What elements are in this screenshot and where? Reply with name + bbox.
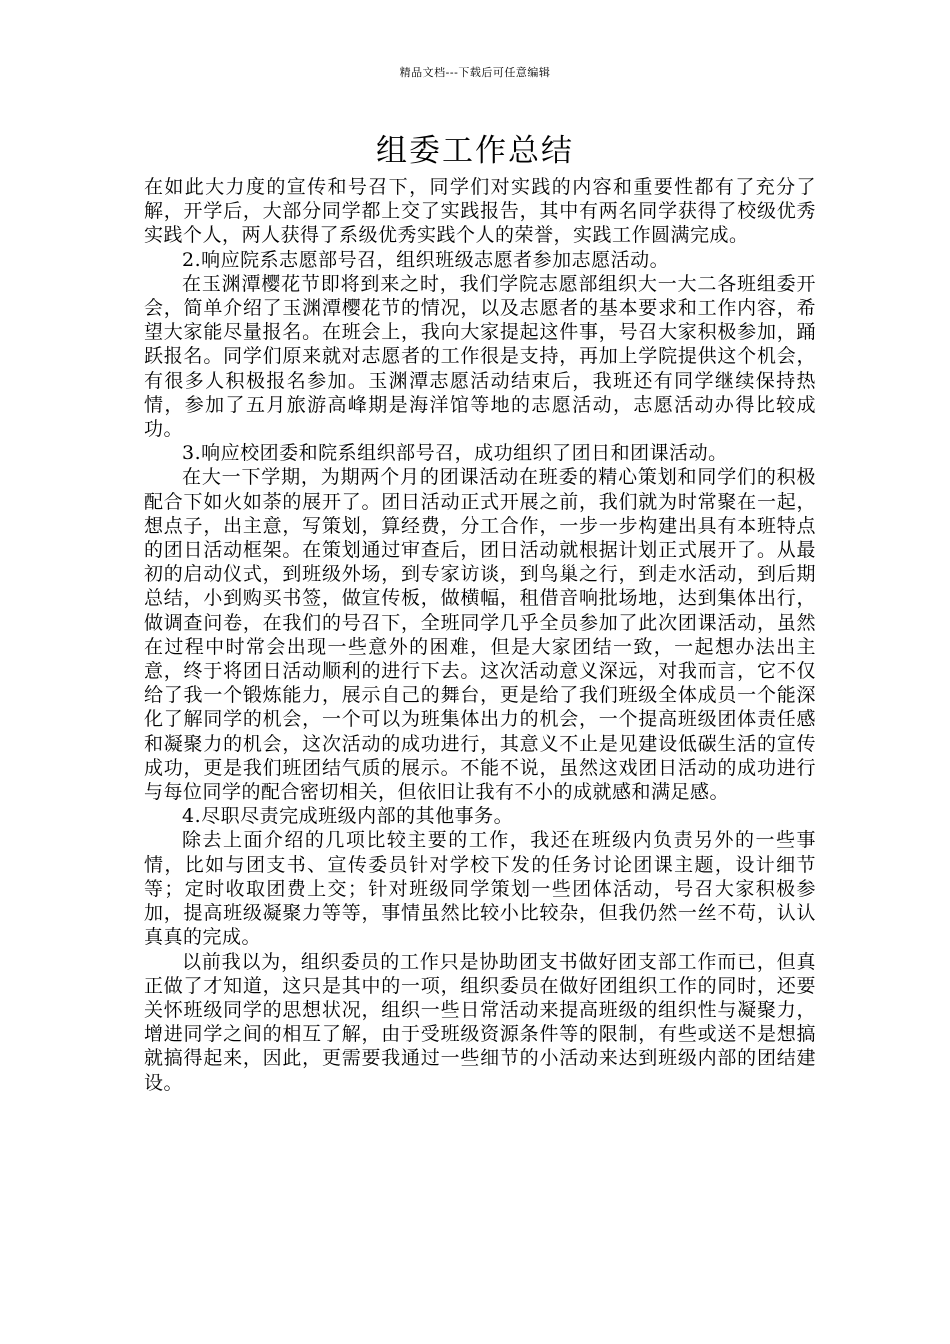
paragraph: 除去上面介绍的几项比较主要的工作，我还在班级内负责另外的一些事情，比如与团支书、宣传委员针对学校下发的任务讨论团课主题，设计细节等；定时收取团费上交；针对班级同学策划一些团体活动，号召大家积极参加，提高班级凝聚力等等，事情虽然比较小比较杂，但我仍然一丝不苟，认认真真的完成。	[144, 829, 816, 949]
section-heading: 2.响应院系志愿部号召，组织班级志愿者参加志愿活动。	[182, 248, 670, 271]
paragraph: 在如此大力度的宣传和号召下，同学们对实践的内容和重要性都有了充分了解，开学后，大部分同学都上交了实践报告，其中有两名同学获得了校级优秀实践个人，两人获得了系级优秀实践个人的荣誉，实践工作圆满完成。	[144, 176, 816, 247]
section-heading: 3.响应校团委和院系组织部号召，成功组织了团日和团课活动。	[182, 442, 728, 465]
paragraph: 在大一下学期，为期两个月的团课活动在班委的精心策划和同学们的积极配合下如火如荼的展开了。团日活动正式开展之前，我们就为时常聚在一起，想点子，出主意，写策划，算经费，分工合作，一步一步构建出具有本班特点的团日活动框架。在策划通过审查后，团日活动就根据计划正式展开了。从最初的启动仪式，到班级外场，到专家访谈，到鸟巢之行，到走水活动，到后期总结，小到购买书签，做宣传板，做横幅，租借音响批场地，达到集体出行，做调查问卷，在我们的号召下，全班同学几乎全员参加了此次团课活动，虽然在过程中时常会出现一些意外的困难，但是大家团结一致，一起想办法出主意，终于将团日活动顺利的进行下去。这次活动意义深远，对我而言，它不仅给了我一个锻炼能力，展示自己的舞台，更是给了我们班级全体成员一个能深化了解同学的机会，一个可以为班集体出力的机会，一个提高班级团体责任感和凝聚力的机会，这次活动的成功进行，其意义不止是见建设低碳生活的宣传成功，更是我们班团结气质的展示。不能不说，虽然这戏团日活动的成功进行与每位同学的配合密切相关，但依旧让我有不小的成就感和满足感。	[144, 466, 816, 804]
paragraph: 以前我以为，组织委员的工作只是协助团支书做好团支部工作而已，但真正做了才知道，这只是其中的一项，组织委员在做好团组织工作的同时，还要关怀班级同学的思想状况，组织一些日常活动来提高班级的组织性与凝聚力，增进同学之间的相互了解，由于受班级资源条件等的限制，有些或送不是想搞就搞得起来，因此，更需要我通过一些细节的小活动来达到班级内部的团结建设。	[144, 950, 816, 1094]
document-body	[144, 175, 816, 1095]
section-heading: 4.尽职尽责完成班级内部的其他事务。	[182, 805, 514, 828]
paragraph: 在玉渊潭樱花节即将到来之时，我们学院志愿部组织大一大二各班组委开会，简单介绍了玉渊潭樱花节的情况，以及志愿者的基本要求和工作内容，希望大家能尽量报名。在班会上，我向大家提起这件事，号召大家积极参加，踊跃报名。同学们原来就对志愿者的工作很是支持，再加上学院提供这个机会，有很多人积极报名参加。玉渊潭志愿活动结束后，我班还有同学继续保持热情，参加了五月旅游高峰期是海洋馆等地的志愿活动，志愿活动办得比较成功。	[144, 272, 816, 441]
document-title: 组委工作总结	[376, 133, 574, 169]
header-note: 精品文档---下载后可任意编辑	[399, 66, 551, 79]
